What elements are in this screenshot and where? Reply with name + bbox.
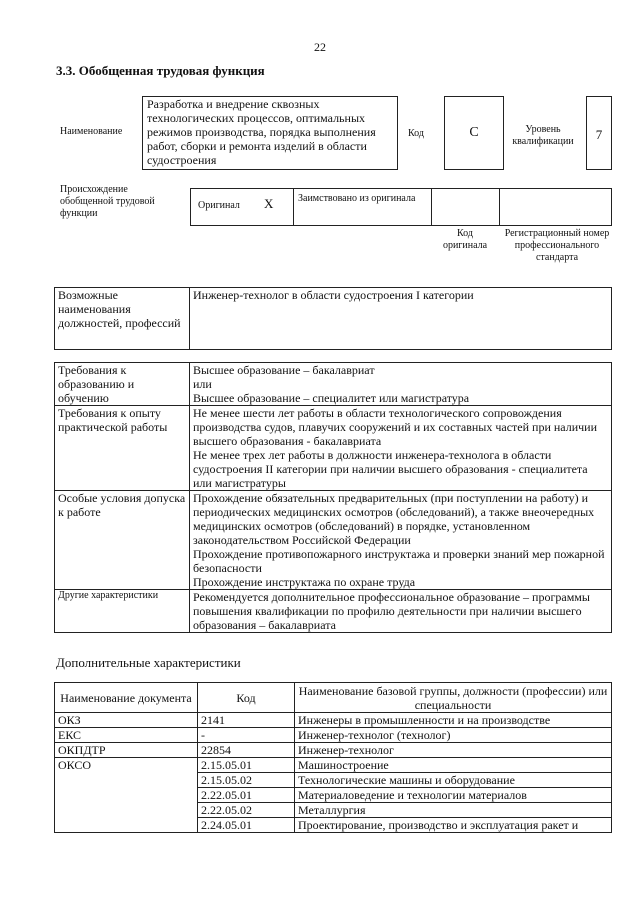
extra-table [54, 682, 612, 833]
table-cell: Технологические машины и оборудование [295, 773, 612, 788]
table-cell: Инженер-технолог [295, 743, 612, 758]
req-line: Прохождение инструктажа по охране труда [193, 575, 416, 589]
page-number: 22 [314, 40, 326, 54]
original-label: Оригинал [198, 200, 240, 211]
code-orig-caption: Код оригинала [442, 228, 488, 251]
table-cell: 2141 [198, 713, 295, 728]
req-row-special [55, 491, 612, 590]
table-cell: 2.15.05.02 [198, 773, 295, 788]
req-row-education [55, 363, 612, 406]
positions-label: Возможные наименования должностей, профессий [55, 288, 190, 350]
borrowed-label: Заимствовано из оригинала [298, 193, 416, 204]
req-row-other [55, 590, 612, 633]
table-cell: Машиностроение [295, 758, 612, 773]
level-value: 7 [595, 127, 603, 142]
req-line: Не менее шести лет работы в области технологического сопровождения производства судов, плавучих сооружений и их составных частей при наличии высшего образования - бакалавриата [193, 406, 598, 448]
table-cell: Инженеры в промышленности и на производстве [295, 713, 612, 728]
req-label: Требования к опыту практической работы [55, 406, 190, 491]
requirements-table [54, 362, 612, 633]
req-row-experience [55, 406, 612, 491]
table-cell: 2.22.05.01 [198, 788, 295, 803]
req-line: Прохождение обязательных предварительных (при поступлении на работу) и периодических медицинских осмотров (обследований), а также внеочередных медицинских осмотров (обследований) в порядке, установленном законодательством Российской Федерации [193, 491, 595, 547]
section-title: 3.3. Обобщенная трудовая функция [56, 63, 265, 78]
naim-label: Наименование [60, 126, 123, 137]
table-cell: 2.15.05.01 [198, 758, 295, 773]
table-cell: ОКПДТР [55, 743, 198, 758]
naim-value: Разработка и внедрение сквозных технологических процессов, оптимальных режимов производства, порядка выполнения работ, сборки и ремонта изделий в области судостроения [147, 97, 376, 167]
positions-value: Инженер-технолог в области судостроения I категории [190, 288, 612, 350]
table-row [55, 713, 612, 728]
extra-title: Дополнительные характеристики [56, 655, 241, 670]
level-label: Уровень квалификации [512, 124, 574, 147]
header-cell: Код [198, 683, 295, 713]
table-cell: Проектирование, производство и эксплуатация ракет и [295, 818, 612, 833]
table-row [55, 743, 612, 758]
kod-value: C [469, 125, 479, 140]
reg-caption: Регистрационный номер профессионального стандарта [504, 228, 610, 263]
naim-box [142, 96, 398, 170]
table-cell: Материаловедение и технологии материалов [295, 788, 612, 803]
table-cell: ЕКС [55, 728, 198, 743]
req-label: Особые условия допуска к работе [55, 491, 190, 590]
req-line: Не менее трех лет работы в должности инженера-технолога в области судостроения II категории при наличии высшего образования - специалитета или магистратуры [193, 448, 588, 490]
req-line: или [193, 377, 212, 391]
header-cell: Наименование документа [55, 683, 198, 713]
req-label: Другие характеристики [55, 590, 190, 633]
header-cell: Наименование базовой группы, должности (профессии) или специальности [295, 683, 612, 713]
table-cell: Металлургия [295, 803, 612, 818]
original-mark: X [264, 196, 274, 211]
origin-label: Происхождение обобщенной трудовой функции [60, 184, 155, 219]
positions-table [54, 287, 612, 350]
req-line: Прохождение противопожарного инструктажа и проверки знаний мер пожарной безопасности [193, 547, 605, 575]
table-cell: - [198, 728, 295, 743]
req-line: Высшее образование – специалитет или магистратура [193, 391, 470, 405]
table-cell: 2.22.05.02 [198, 803, 295, 818]
kod-label: Код [408, 128, 424, 139]
req-label: Требования к образованию и обучению [55, 363, 190, 406]
kod-box [444, 96, 504, 170]
req-line: Высшее образование – бакалавриат [193, 363, 375, 377]
level-box [586, 96, 612, 170]
table-cell: Инженер-технолог (технолог) [295, 728, 612, 743]
table-row [55, 728, 612, 743]
table-cell: ОКЗ [55, 713, 198, 728]
table-cell: 2.24.05.01 [198, 818, 295, 833]
table-row [55, 758, 612, 773]
req-line: Рекомендуется дополнительное профессиональное образование – программы повышения квалификации по профилю деятельности при наличии высшего образования – бакалавриата [193, 590, 590, 632]
table-cell: ОКСО [55, 758, 198, 833]
table-cell: 22854 [198, 743, 295, 758]
extra-header-row [55, 683, 612, 713]
